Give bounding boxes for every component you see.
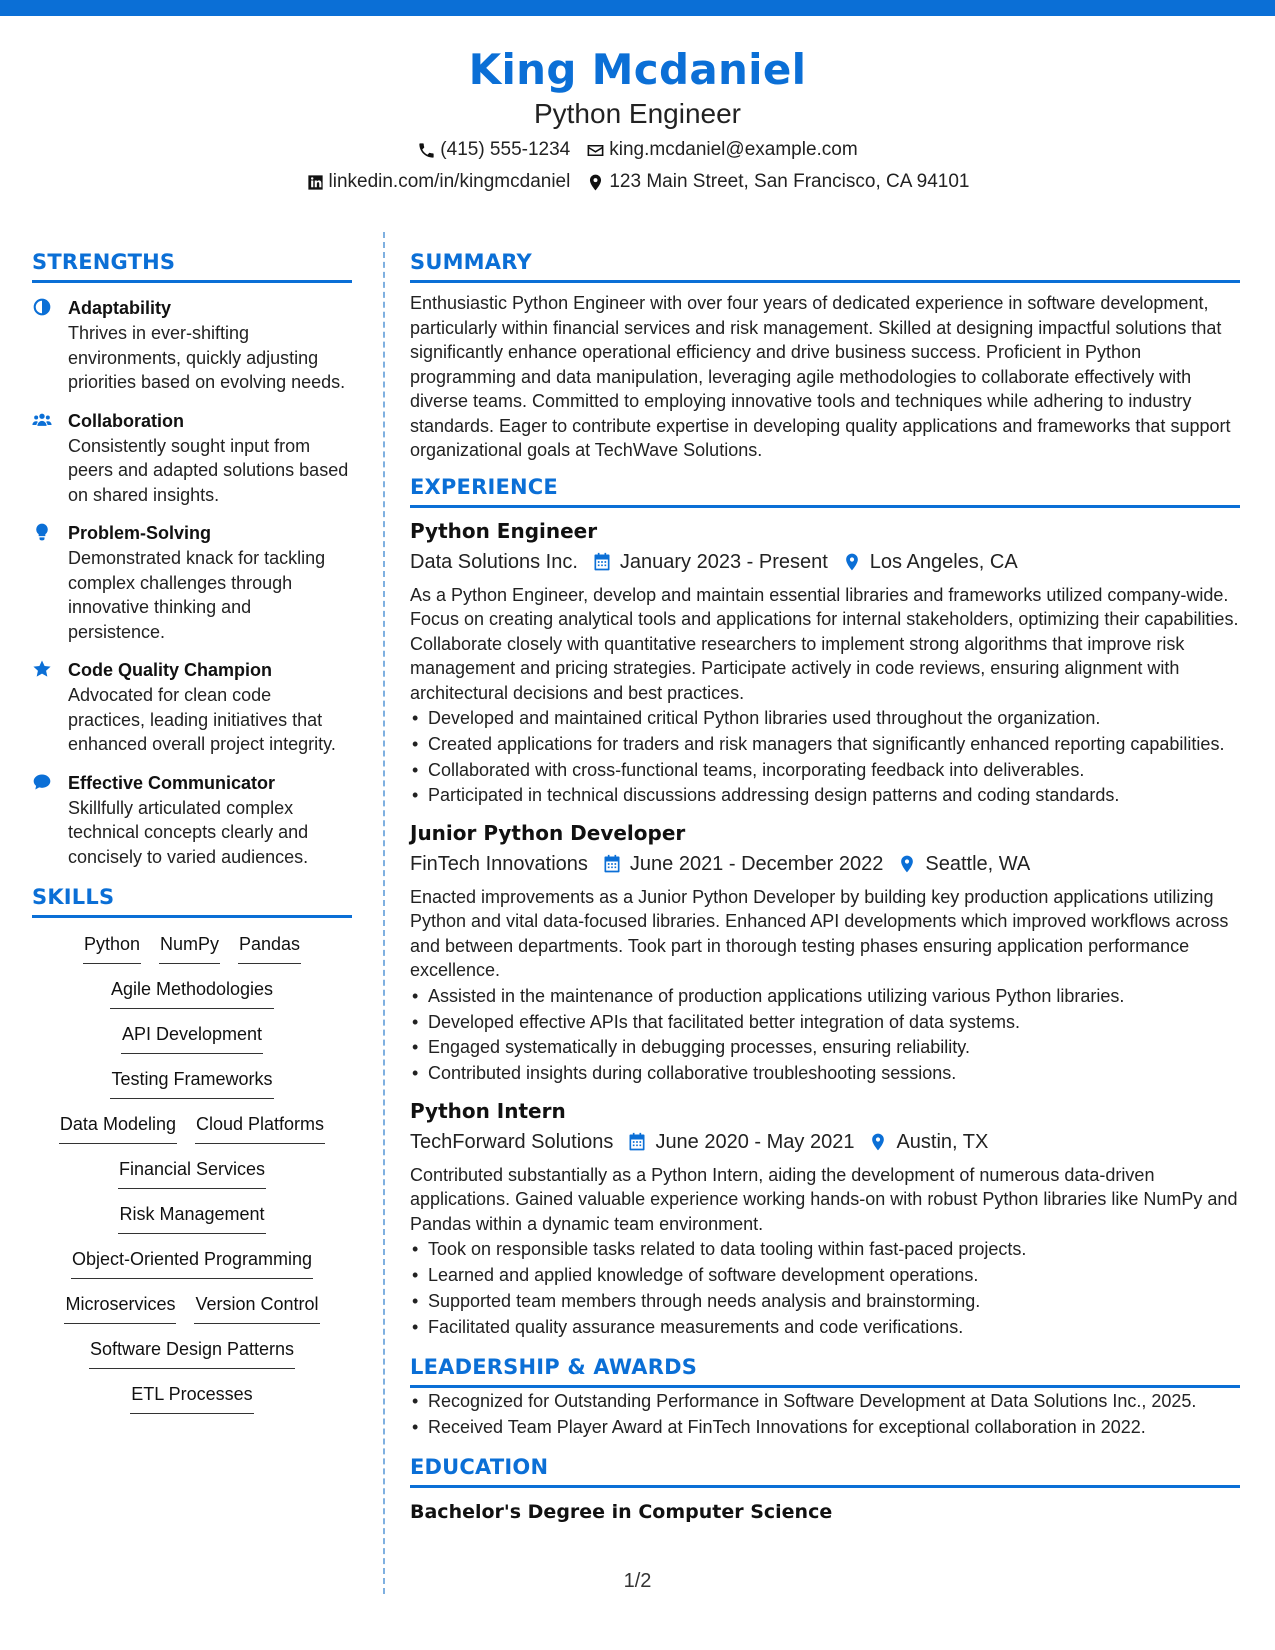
job-bullets — [410, 984, 1240, 1086]
skill-row — [32, 1335, 352, 1380]
skill-row — [32, 1065, 352, 1110]
map-pin-icon — [842, 552, 862, 572]
calendar-icon — [602, 854, 622, 874]
job-description: Contributed substantially as a Python Intern, aiding the development of numerous data-driven applications. Gained valuable experience working hands-on with robust Python libraries like NumPy and Pandas within a dynamic team environment. — [410, 1164, 1238, 1234]
job-bullet: • Developed effective APIs that facilitated better integration of data systems. — [410, 1010, 1240, 1035]
skill-row — [32, 1245, 352, 1290]
strengths-heading: STRENGTHS — [32, 248, 352, 283]
education-degree: Bachelor's Degree in Computer Science — [410, 1501, 833, 1524]
skill-tag: Object-Oriented Programming — [71, 1245, 313, 1279]
job-dates: January 2023 - Present — [619, 550, 828, 573]
job-bullet: • Engaged systematically in debugging processes, ensuring reliability. — [410, 1035, 1240, 1060]
map-pin-icon — [868, 1132, 888, 1152]
job-location: Seattle, WA — [925, 852, 1031, 875]
job-bullet: • Created applications for traders and risk managers that significantly enhanced reporting capabilities. — [410, 732, 1240, 757]
job-bullet: • Participated in technical discussions addressing design patterns and coding standards. — [410, 783, 1240, 808]
strength-title: Effective Communicator — [68, 772, 276, 793]
star-icon — [32, 659, 52, 679]
page-number: 1/2 — [623, 1570, 652, 1592]
skill-tag: Version Control — [194, 1290, 319, 1324]
job-bullet: • Collaborated with cross-functional teams, incorporating feedback into deliverables. — [410, 758, 1240, 783]
job-location: Los Angeles, CA — [869, 550, 1018, 573]
strength-title: Code Quality Champion — [68, 660, 273, 680]
skill-row — [32, 1110, 352, 1155]
skills-heading: SKILLS — [32, 883, 352, 918]
envelope-icon — [586, 141, 605, 160]
job-dates: June 2020 - May 2021 — [655, 1130, 855, 1153]
strength-item — [32, 520, 352, 644]
skill-tag: Python — [83, 930, 141, 964]
skill-tag: Risk Management — [118, 1200, 265, 1234]
skill-tag: NumPy — [159, 930, 220, 964]
job-entry — [410, 1096, 1240, 1339]
half-circle-icon — [32, 297, 52, 317]
skill-row — [32, 1200, 352, 1245]
strength-title: Problem-Solving — [68, 523, 212, 543]
leadership-item: • Received Team Player Award at FinTech Innovations for exceptional collaboration in 2022. — [410, 1415, 1240, 1440]
job-entry — [410, 818, 1240, 1086]
skill-row — [32, 1380, 352, 1425]
strength-item — [32, 295, 352, 395]
job-bullet: • Supported team members through needs analysis and brainstorming. — [410, 1289, 1240, 1314]
skill-tag: API Development — [121, 1020, 263, 1054]
job-bullet: • Took on responsible tasks related to data tooling within fast-paced projects. — [410, 1237, 1240, 1262]
strength-desc: Demonstrated knack for tackling complex challenges through innovative thinking and persistence. — [68, 548, 326, 642]
job-bullet: • Learned and applied knowledge of software development operations. — [410, 1263, 1240, 1288]
job-company: TechForward Solutions — [410, 1130, 614, 1153]
skill-tag: Microservices — [64, 1290, 176, 1324]
address-text: 123 Main Street, San Francisco, CA 94101 — [609, 171, 970, 192]
strength-desc: Advocated for clean code practices, leading initiatives that enhanced overall project integrity. — [68, 685, 336, 754]
job-company: FinTech Innovations — [410, 852, 588, 875]
job-meta — [410, 1127, 1240, 1157]
job-company: Data Solutions Inc. — [410, 550, 578, 573]
strengths-list — [32, 295, 352, 869]
job-role: Python Intern — [410, 1098, 566, 1123]
strength-desc: Consistently sought input from peers and adapted solutions based on shared insights. — [68, 435, 349, 505]
skill-tag: Data Modeling — [59, 1110, 177, 1144]
candidate-name: King Mcdaniel — [468, 45, 807, 94]
speech-bubble-icon — [32, 772, 52, 792]
job-meta — [410, 547, 1240, 577]
job-meta — [410, 849, 1240, 879]
resume-header — [0, 44, 1275, 196]
linkedin-contact[interactable] — [306, 168, 571, 196]
linkedin-icon — [306, 173, 325, 192]
strength-item — [32, 408, 352, 508]
right-column — [410, 248, 1240, 1526]
map-pin-icon — [586, 173, 605, 192]
leadership-heading: LEADERSHIP & AWARDS — [410, 1353, 1240, 1388]
job-description: Enacted improvements as a Junior Python Developer by building key production applications utilizing Python and vital data-focused libraries. Enhanced API developments which improved workflows across and between departments. Took part in thorough testing phases ensuring application performance excellence. — [410, 886, 1229, 981]
address-contact — [586, 168, 969, 196]
phone-icon — [417, 141, 436, 160]
skill-row — [32, 975, 352, 1020]
strength-desc: Thrives in ever-shifting environments, quickly adjusting priorities based on evolving needs. — [68, 323, 346, 392]
phone-text: (415) 555-1234 — [440, 139, 571, 160]
job-bullet: • Facilitated quality assurance measurements and code verifications. — [410, 1315, 1240, 1340]
leadership-list — [410, 1389, 1240, 1439]
leadership-item: • Recognized for Outstanding Performance in Software Development at Data Solutions Inc., 2025. — [410, 1389, 1240, 1414]
left-column — [32, 248, 352, 1425]
strength-desc: Skillfully articulated complex technical concepts clearly and concisely to varied audiences. — [68, 797, 309, 867]
job-role: Python Engineer — [410, 518, 598, 543]
skill-row — [32, 1290, 352, 1335]
calendar-icon — [592, 552, 612, 572]
phone-contact — [417, 136, 570, 164]
skill-row — [32, 1155, 352, 1200]
users-icon — [32, 410, 52, 430]
map-pin-icon — [897, 854, 917, 874]
email-contact[interactable] — [586, 136, 857, 164]
contact-row-2 — [0, 168, 1275, 196]
candidate-title: Python Engineer — [533, 98, 742, 129]
lightbulb-icon — [32, 522, 52, 542]
strength-item — [32, 657, 352, 757]
job-dates: June 2021 - December 2022 — [629, 852, 884, 875]
strength-title: Adaptability — [68, 298, 172, 318]
skills-list — [32, 930, 352, 1425]
skill-tag: Financial Services — [118, 1155, 266, 1189]
job-bullet: • Contributed insights during collaborative troubleshooting sessions. — [410, 1061, 1240, 1086]
job-description: As a Python Engineer, develop and maintain essential libraries and frameworks utilized company-wide. Focus on creating analytical tools and applications for internal stakeholders, optimizing their capabilities. Collaborate closely with quantitative researchers to implement strong algorithms that improve risk management and pricing strategies. Participate actively in code reviews, ensuring alignment with architectural decisions and best practices. — [410, 584, 1239, 703]
job-entry — [410, 516, 1240, 808]
job-role: Junior Python Developer — [410, 820, 686, 845]
job-bullet: • Assisted in the maintenance of production applications utilizing various Python libraries. — [410, 984, 1240, 1009]
skill-tag: Cloud Platforms — [195, 1110, 325, 1144]
top-accent-bar — [0, 0, 1275, 16]
experience-heading: EXPERIENCE — [410, 473, 1240, 508]
skill-row — [32, 930, 352, 975]
email-text[interactable]: king.mcdaniel@example.com — [609, 139, 858, 160]
job-bullets — [410, 706, 1240, 808]
skill-tag: Pandas — [238, 930, 301, 964]
skill-tag: Software Design Patterns — [89, 1335, 295, 1369]
summary-heading: SUMMARY — [410, 248, 1240, 283]
linkedin-text[interactable]: linkedin.com/in/kingmcdaniel — [328, 171, 571, 192]
skill-tag: Testing Frameworks — [110, 1065, 273, 1099]
job-bullet: • Developed and maintained critical Python libraries used throughout the organization. — [410, 706, 1240, 731]
column-divider — [383, 232, 385, 1594]
skill-tag: ETL Processes — [130, 1380, 253, 1414]
job-location: Austin, TX — [896, 1130, 989, 1153]
strength-title: Collaboration — [68, 410, 184, 431]
skill-tag: Agile Methodologies — [110, 975, 274, 1009]
strength-item — [32, 770, 352, 870]
skill-row — [32, 1020, 352, 1065]
calendar-icon — [627, 1132, 647, 1152]
job-bullets — [410, 1237, 1240, 1339]
contact-row-1 — [0, 136, 1275, 164]
education-heading: EDUCATION — [410, 1453, 1240, 1488]
summary-text: Enthusiastic Python Engineer with over four years of dedicated experience in software development, particularly within financial services and risk management. Skilled at designing impactful solutions that significantly enhance operational efficiency and drive business success. Proficient in Python programming and data manipulation, leveraging agile methodologies to collaborate effectively with diverse teams. Committed to employing innovative tools and techniques while adhering to industry standards. Eager to contribute expertise in developing quality applications and frameworks that support organizational goals at TechWave Solutions. — [410, 293, 1231, 460]
